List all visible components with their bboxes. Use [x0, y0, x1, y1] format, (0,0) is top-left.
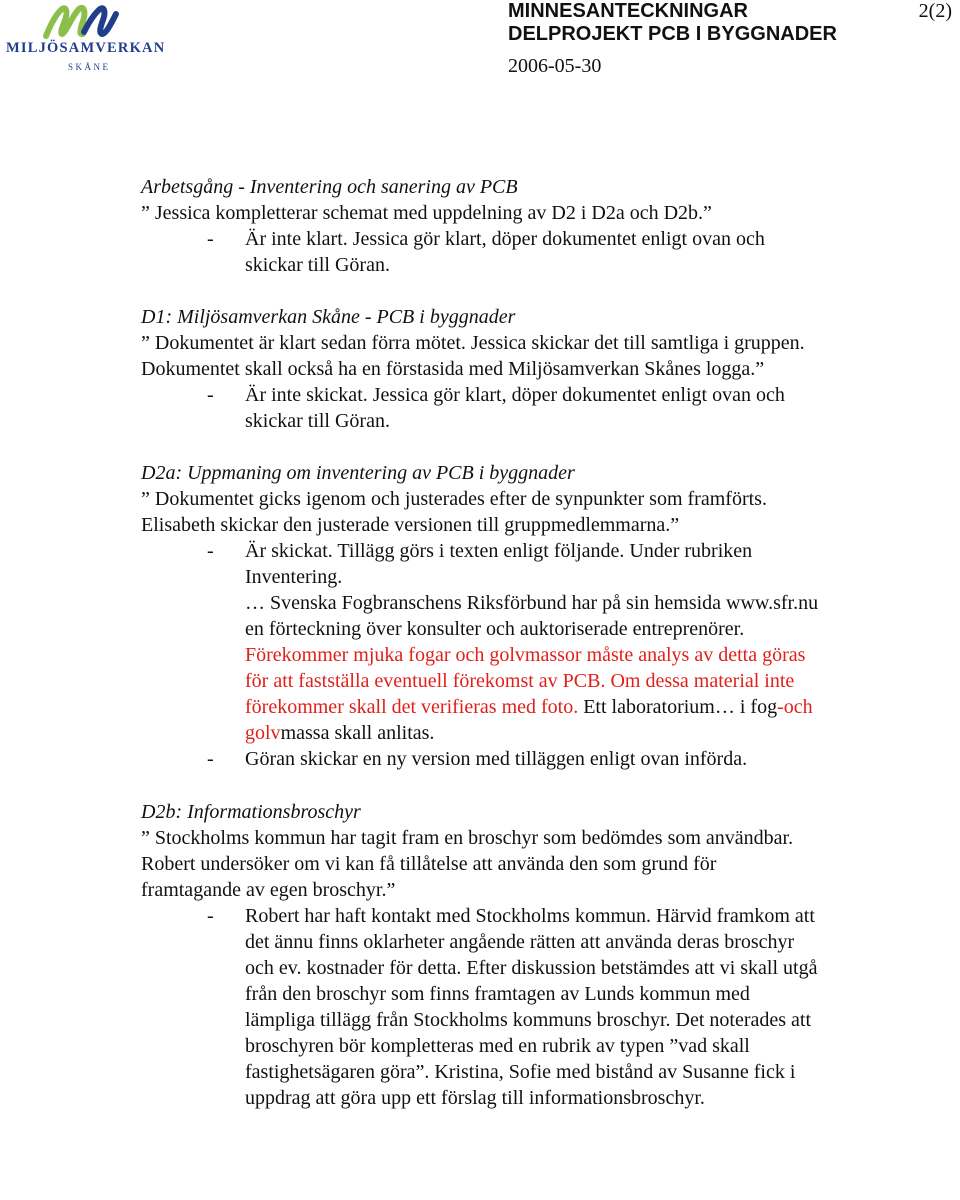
page-number: 2(2) [918, 0, 952, 22]
list-item [141, 382, 821, 434]
list-item-text: Robert har haft kontakt med Stockholms kommun. Härvid framkom att det ännu finns oklarheter angående rätten att använda deras broschyr och ev. kostnader för detta. Efter diskussion betstämdes att vi skall utgå från den broschyr som finns framtagen av Lunds kommun med lämpliga tillägg från Stockholms kommuns broschyr. Det noterades att broschyren bör kompletteras med en rubrik av typen ”vad skall fastighetsägaren göra”. Kristina, Sofie med bistånd av Susanne fick i uppdrag att göra upp ett förslag till informationsbroschyr. [245, 905, 818, 1109]
document-date: 2006-05-30 [508, 55, 602, 77]
logo-name: MILJÖSAMVERKAN [6, 40, 166, 56]
inserted-text: Ett laboratorium… i fog [583, 696, 778, 718]
list-item [141, 903, 821, 1111]
paragraph: ” Stockholms kommun har tagit fram en broschyr som bedömdes som användbar. Robert undersöker om vi kan få tillåtelse att använda den som grund för framtagande av egen broschyr.” [141, 827, 794, 901]
list-item [141, 538, 821, 746]
inserted-text: … Svenska Fogbranschens Riksförbund har på sin hemsida www.sfr.nu en förteckning över konsulter och auktoriserade entreprenörer. [245, 592, 819, 640]
paragraph: ” Jessica kompletterar schemat med uppdelning av D2 i D2a och D2b.” [141, 202, 712, 224]
miljosamverkan-logo [0, 0, 215, 92]
list-item-text: Är inte skickat. Jessica gör klart, döper dokumentet enligt ovan och skickar till Göran. [245, 384, 785, 432]
section-title-d1: D1: Miljösamverkan Skåne - PCB i byggnader [141, 306, 516, 328]
list-item [141, 746, 821, 772]
document-body [141, 174, 821, 1111]
section-title-d2a: D2a: Uppmaning om inventering av PCB i byggnader [141, 462, 575, 484]
red-inserted-text: -och golv [245, 696, 813, 744]
logo-blue-wave [84, 8, 116, 34]
document-title-line2: DELPROJEKT PCB I BYGGNADER [508, 23, 837, 45]
logo-subtitle: SKÅNE [68, 62, 111, 72]
dash-bullet: - [207, 228, 214, 250]
list-item-text: Göran skickar en ny version med tilläggen enligt ovan införda. [245, 748, 748, 770]
dash-bullet: - [207, 540, 214, 562]
paragraph: ” Dokumentet är klart sedan förra mötet. Jessica skickar det till samtliga i gruppen. Dokumentet skall också ha en förstasida med Miljösamverkan Skånes logga.” [141, 332, 805, 380]
paragraph: ” Dokumentet gicks igenom och justerades efter de synpunkter som framförts. Elisabeth skickar den justerade versionen till gruppmedlemmarna.” [141, 488, 767, 536]
red-inserted-text: Om dessa material inte förekommer skall det verifieras med foto. [245, 670, 795, 718]
dash-bullet: - [207, 748, 214, 770]
inserted-text: massa skall anlitas. [280, 722, 435, 744]
section-title-d2b: D2b: Informationsbroschyr [141, 801, 361, 823]
logo-green-wave [46, 8, 84, 36]
dash-bullet: - [207, 905, 214, 927]
list-item [141, 226, 821, 278]
list-item-text-continued [245, 590, 821, 746]
list-item-text: Är skickat. Tillägg görs i texten enligt följande. Under rubriken Inventering. [245, 540, 753, 588]
document-title [508, 0, 837, 46]
document-title-line1: MINNESANTECKNINGAR [508, 0, 748, 22]
dash-bullet: - [207, 384, 214, 406]
red-inserted-text: Förekommer mjuka fogar och golvmassor måste analys av detta göras för att fastställa eventuell förekomst av PCB. [245, 644, 806, 692]
section-title-arbetsgang: Arbetsgång - Inventering och sanering av PCB [141, 176, 518, 198]
list-item-text: Är inte klart. Jessica gör klart, döper dokumentet enligt ovan och skickar till Göran. [245, 228, 765, 276]
